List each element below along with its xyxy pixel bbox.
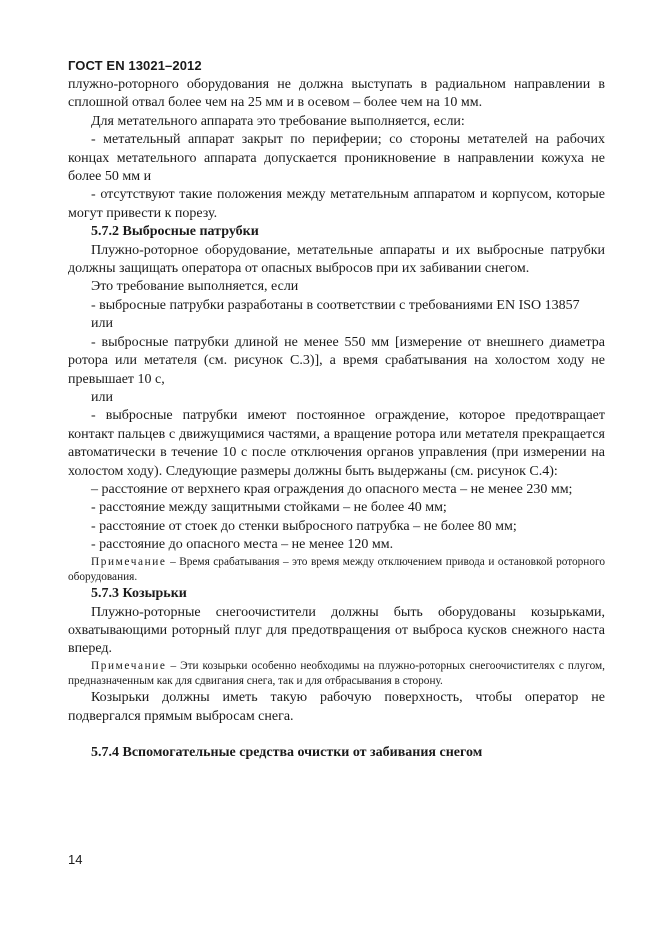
body-paragraph: Это требование выполняется, если: [91, 279, 299, 295]
note-label: Примечание: [91, 555, 167, 568]
list-item: - метательный аппарат закрыт по периферии; со стороны метателей на рабочих концах метательного аппарата допускается проникновение в направлении кожуха не более 50 мм и: [68, 132, 605, 185]
dimension-item: - расстояние от стоек до стенки выбросного патрубка – не более 80 мм;: [91, 518, 517, 534]
document-header: ГОСТ EN 13021–2012: [68, 58, 202, 73]
note-label: Примечание: [91, 659, 167, 672]
note: [68, 659, 605, 690]
list-item: - выбросные патрубки разработаны в соответствии с требованиями EN ISO 13857: [91, 297, 580, 313]
note-text: – Эти козырьки особенно необходимы на плужно-роторных снегоочистителях с плугом, предназначенным как для сдвигания снега, так и для отбрасывания в сторону.: [68, 659, 605, 688]
body-paragraph: плужно-роторного оборудования не должна выступать в радиальном направлении в сплошной отвал более чем на 25 мм и в осевом – более чем на 10 мм.: [68, 77, 605, 111]
body-paragraph: Для метательного аппарата это требование выполняется, если:: [91, 113, 465, 129]
list-item: - выбросные патрубки длиной не менее 550 мм [измерение от внешнего диаметра ротора или метателя (см. рисунок С.3)], а время срабатывания на холостом ходу не превышает 10 с,: [68, 334, 605, 387]
list-item: - выбросные патрубки имеют постоянное ограждение, которое предотвращает контакт пальцев с движущимися частями, а вращение ротора или метателя прекращается автоматически в течение 10 с после отключения органов управления (при измерении на холостом ходу). Следующие размеры должны быть выдержаны (см. рисунок С.4):: [68, 408, 605, 479]
page-number: 14: [68, 852, 83, 867]
conjunction-or: или: [91, 316, 113, 332]
dimension-item: - расстояние до опасного места – не менее 120 мм.: [91, 537, 394, 553]
note: [68, 555, 605, 586]
list-item: - отсутствуют такие положения между метательным аппаратом и корпусом, которые могут привести к порезу.: [68, 187, 605, 221]
note-text: – Время срабатывания – это время между отключением привода и остановкой роторного оборудования.: [68, 555, 605, 583]
section-heading: 5.7.4 Вспомогательные средства очистки от забивания снегом: [91, 745, 483, 761]
body-paragraph: Плужно-роторные снегоочистители должны быть оборудованы козырьками, охватывающими роторный плуг для предотвращения от выброса кусков снежного наста вперед.: [68, 604, 605, 657]
dimension-item: - расстояние между защитными стойками – не более 40 мм;: [91, 500, 447, 516]
body-paragraph: Козырьки должны иметь такую рабочую поверхность, чтобы оператор не подвергался прямым выбросам снега.: [68, 690, 605, 724]
conjunction-or: или: [91, 389, 113, 405]
section-heading: 5.7.2 Выбросные патрубки: [91, 224, 259, 240]
dimension-item: – расстояние от верхнего края ограждения до опасного места – не менее 230 мм;: [91, 481, 573, 497]
document-page: [68, 58, 605, 763]
section-heading: 5.7.3 Козырьки: [91, 586, 187, 602]
body-paragraph: Плужно-роторное оборудование, метательные аппараты и их выбросные патрубки должны защищать оператора от опасных выбросов при их забивании снегом.: [68, 242, 605, 277]
